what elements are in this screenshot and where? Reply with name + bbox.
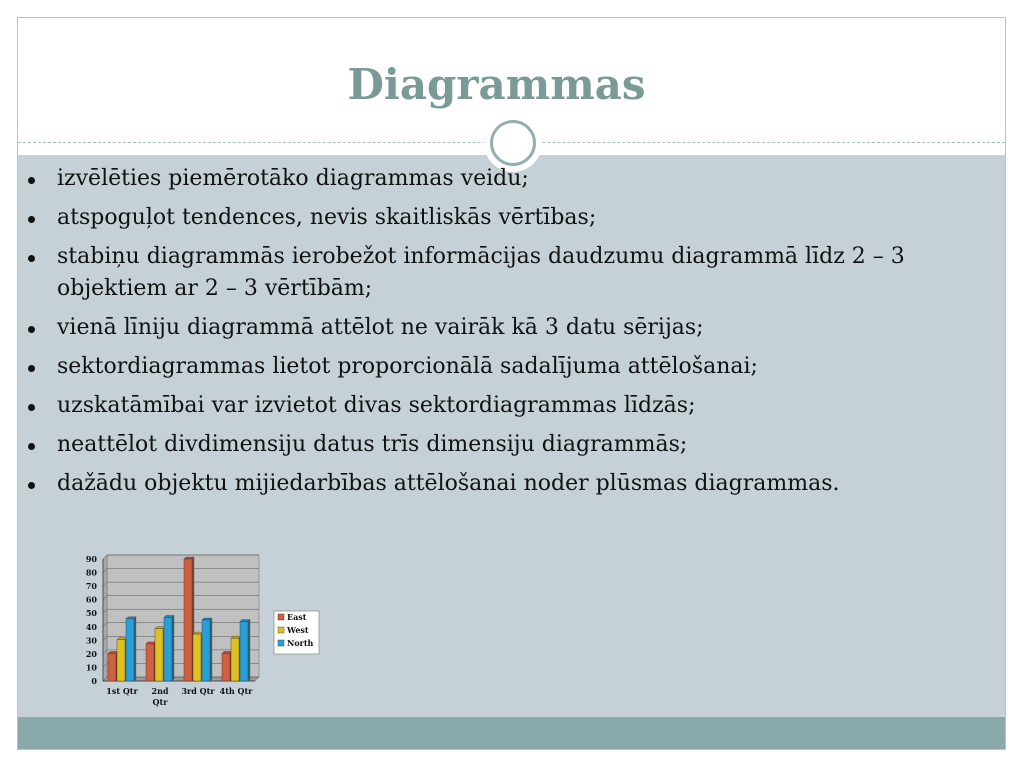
bullet-item: [28, 468, 968, 500]
y-tick-label: 60: [85, 594, 97, 605]
bar-top: [193, 632, 203, 634]
bullet-dot-icon: [28, 443, 35, 450]
bar-side: [210, 618, 212, 681]
bar: [117, 640, 125, 681]
bullet-list: [28, 163, 968, 507]
legend-label: West: [287, 625, 309, 635]
chart-side-wall: [103, 555, 107, 681]
y-tick-label: 20: [85, 648, 97, 659]
x-tick-label: 3rd Qtr: [181, 686, 215, 696]
bar-top: [222, 651, 232, 653]
bullet-text: dažādu objektu mijiedarbības attēlošanai noder plūsmas diagrammas.: [57, 471, 840, 496]
legend-swatch: [278, 627, 284, 633]
bar-top: [117, 638, 127, 640]
bullet-item: [28, 351, 968, 383]
slide-title: [18, 60, 1005, 109]
bullet-dot-icon: [28, 255, 35, 262]
legend-swatch: [278, 640, 284, 646]
y-tick-label: 80: [85, 567, 97, 578]
bar: [240, 621, 248, 681]
bar-chart: [68, 548, 338, 718]
footer-band: [18, 717, 1005, 750]
bar: [193, 634, 201, 681]
y-tick-label: 70: [85, 581, 97, 592]
y-tick-label: 90: [85, 554, 97, 564]
x-tick-label: 2nd Qtr: [151, 686, 169, 707]
y-tick-label: 10: [85, 662, 97, 673]
bar-top: [202, 618, 212, 620]
y-tick-label: 0: [91, 676, 97, 686]
bullet-item: [28, 163, 968, 195]
bar: [108, 653, 116, 681]
bullet-item: [28, 241, 968, 305]
bullet-text: izvēlēties piemērotāko diagrammas veidu;: [57, 166, 529, 191]
bullet-dot-icon: [28, 482, 35, 489]
bar: [184, 559, 192, 681]
bar: [146, 644, 154, 681]
x-tick-label: 1st Qtr: [106, 686, 138, 696]
legend-label: East: [287, 612, 307, 622]
bullet-text: vienā līniju diagrammā attēlot ne vairāk kā 3 datu sērijas;: [57, 315, 704, 340]
y-tick-label: 50: [85, 608, 97, 619]
bullet-dot-icon: [28, 216, 35, 223]
bullet-text: uzskatāmībai var izvietot divas sektordiagrammas līdzās;: [57, 393, 696, 418]
bar: [222, 653, 230, 681]
bullet-text: atspoguļot tendences, nevis skaitliskās vērtības;: [57, 205, 597, 230]
slide-title-text: Diagrammas: [347, 60, 646, 109]
bullet-item: [28, 429, 968, 461]
bullet-dot-icon: [28, 326, 35, 333]
bullet-dot-icon: [28, 404, 35, 411]
bar: [126, 619, 134, 681]
bar-side: [134, 617, 136, 681]
legend-swatch: [278, 614, 284, 620]
bar-top: [155, 627, 165, 629]
bar: [155, 629, 163, 681]
bar-top: [231, 636, 241, 638]
bar-top: [184, 557, 194, 559]
bar-top: [164, 615, 174, 617]
bullet-text: neattēlot divdimensiju datus trīs dimensiju diagrammās;: [57, 432, 688, 457]
bar: [202, 620, 210, 681]
bar-top: [240, 619, 250, 621]
bullet-text: sektordiagrammas lietot proporcionālā sadalījuma attēlošanai;: [57, 354, 758, 379]
bar: [231, 638, 239, 681]
legend-label: North: [287, 638, 314, 648]
bar-side: [248, 619, 250, 681]
bullet-item: [28, 202, 968, 234]
bar: [164, 617, 172, 681]
bar-top: [126, 617, 136, 619]
bar-top: [108, 651, 118, 653]
y-tick-label: 40: [85, 621, 97, 632]
x-tick-label: 4th Qtr: [219, 686, 253, 696]
bar-top: [146, 642, 156, 644]
bar-side: [172, 615, 174, 681]
bullet-dot-icon: [28, 365, 35, 372]
bullet-text: stabiņu diagrammās ierobežot informācijas daudzumu diagrammā līdz 2 – 3 objektiem ar 2 – 3 vērtībām;: [57, 244, 905, 301]
bullet-dot-icon: [28, 177, 35, 184]
bullet-item: [28, 390, 968, 422]
y-tick-label: 30: [85, 635, 97, 646]
divider-circle-icon: [490, 120, 536, 166]
bullet-item: [28, 312, 968, 344]
